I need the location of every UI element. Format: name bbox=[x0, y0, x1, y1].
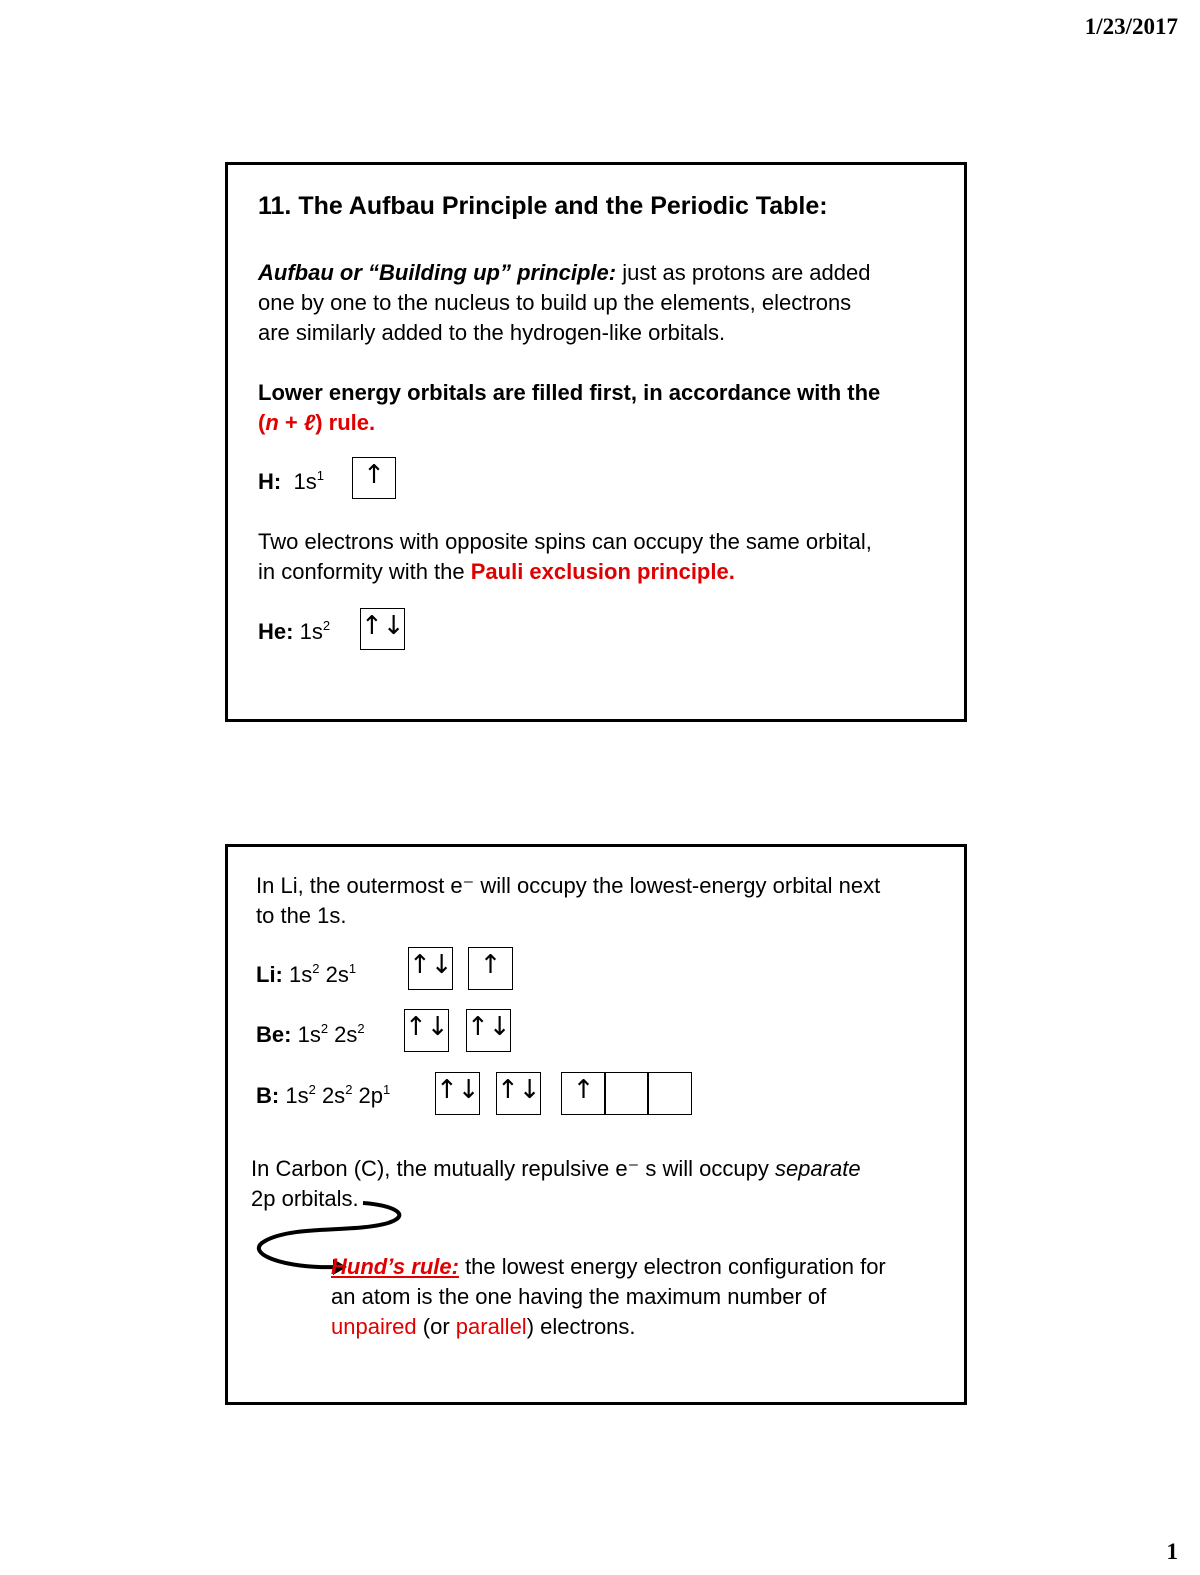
helium-orbital: 1s bbox=[299, 619, 323, 644]
rule-n: n bbox=[265, 410, 279, 435]
hydrogen-orbital: 1s bbox=[293, 469, 317, 494]
hund-line-1-text: the lowest energy electron configuration for bbox=[458, 1254, 886, 1279]
spin-pair-arrow-icon: ↑↓ bbox=[467, 1012, 511, 1042]
hunds-rule-term: Hund’s rule: bbox=[331, 1254, 459, 1279]
pauli-exclusion-term: Pauli exclusion principle. bbox=[470, 559, 735, 584]
pauli-line-2 bbox=[258, 557, 735, 587]
spin-pair-arrow-icon: ↑↓ bbox=[361, 611, 405, 641]
hund-line-2: an atom is the one having the maximum number of bbox=[331, 1284, 827, 1309]
boron-label: B: bbox=[256, 1083, 280, 1108]
spin-pair-arrow-icon: ↑↓ bbox=[405, 1012, 449, 1042]
aufbau-definition-line-2: one by one to the nucleus to build up the elements, electrons bbox=[258, 290, 852, 315]
separate-emphasis: separate bbox=[774, 1156, 861, 1181]
hydrogen-label: H: bbox=[258, 469, 282, 494]
rule-open-paren: ( bbox=[258, 410, 266, 435]
lithium-intro-line-2: to the 1s. bbox=[256, 903, 347, 928]
lower-energy-statement: Lower energy orbitals are filled first, in accordance with the bbox=[258, 380, 881, 405]
boron-1s-superscript: 2 bbox=[308, 1082, 316, 1097]
lithium-label: Li: bbox=[256, 962, 283, 987]
beryllium-1s-box bbox=[404, 1009, 449, 1052]
boron-1s-box bbox=[435, 1072, 480, 1115]
rule-close: ) rule. bbox=[315, 410, 376, 435]
lithium-1s-superscript: 2 bbox=[312, 961, 320, 976]
boron-2p-superscript: 1 bbox=[383, 1082, 391, 1097]
aufbau-definition-line-3: are similarly added to the hydrogen-like orbitals. bbox=[258, 320, 726, 345]
boron-2p-box-2 bbox=[604, 1072, 649, 1115]
lithium-intro-line-1: In Li, the outermost e⁻ will occupy the lowest-energy orbital next bbox=[256, 873, 881, 898]
boron-2s-box bbox=[496, 1072, 541, 1115]
spin-up-arrow-icon: ↑ bbox=[572, 1075, 595, 1105]
spin-up-arrow-icon: ↑ bbox=[479, 950, 502, 980]
boron-2s: 2s bbox=[315, 1083, 346, 1108]
spin-pair-arrow-icon: ↑↓ bbox=[409, 950, 453, 980]
pauli-line-2-text: in conformity with the bbox=[258, 559, 471, 584]
n-plus-l-rule bbox=[258, 408, 375, 438]
hydrogen-orbital-box bbox=[352, 457, 396, 499]
lithium-2s: 2s bbox=[319, 962, 349, 987]
beryllium-2s-box bbox=[466, 1009, 511, 1052]
spin-pair-arrow-icon: ↑↓ bbox=[436, 1075, 480, 1105]
lithium-config bbox=[256, 960, 356, 993]
hund-end-text: ) electrons. bbox=[526, 1314, 636, 1339]
page-number: 1 bbox=[1166, 1539, 1178, 1564]
boron-1s: 1s bbox=[285, 1083, 309, 1108]
helium-superscript: 2 bbox=[322, 618, 331, 633]
helium-orbital-box bbox=[360, 608, 405, 650]
slide-title: 11. The Aufbau Principle and the Periodic Table: bbox=[258, 192, 828, 220]
boron-2s-superscript: 2 bbox=[345, 1082, 353, 1097]
beryllium-2s: 2s bbox=[328, 1022, 358, 1047]
parallel-term: parallel bbox=[455, 1314, 527, 1339]
lithium-1s: 1s bbox=[289, 962, 313, 987]
beryllium-config bbox=[256, 1020, 365, 1053]
slide-aufbau-principle bbox=[225, 162, 967, 722]
aufbau-term: Aufbau or “Building up” principle: bbox=[258, 260, 617, 285]
aufbau-definition-text: just as protons are added bbox=[616, 260, 871, 285]
beryllium-1s: 1s bbox=[297, 1022, 321, 1047]
helium-label: He: bbox=[258, 619, 294, 644]
carbon-line-2: 2p orbitals. bbox=[251, 1186, 359, 1211]
boron-config bbox=[256, 1081, 390, 1114]
lithium-2s-box bbox=[468, 947, 513, 990]
lithium-1s-box bbox=[408, 947, 453, 990]
helium-config bbox=[258, 617, 330, 650]
carbon-line-1-text: In Carbon (C), the mutually repulsive e⁻ s will occupy bbox=[251, 1156, 775, 1181]
boron-2p-box-1 bbox=[561, 1072, 606, 1115]
boron-2p-box-3 bbox=[647, 1072, 692, 1115]
rule-l: ℓ bbox=[303, 410, 316, 435]
beryllium-2s-superscript: 2 bbox=[357, 1021, 365, 1036]
pauli-line-1: Two electrons with opposite spins can occupy the same orbital, bbox=[258, 529, 872, 554]
hund-line-3 bbox=[331, 1312, 636, 1342]
hydrogen-config bbox=[258, 467, 324, 500]
unpaired-term: unpaired bbox=[331, 1314, 417, 1339]
hydrogen-superscript: 1 bbox=[316, 468, 324, 483]
aufbau-definition-line-1 bbox=[258, 258, 870, 288]
spin-pair-arrow-icon: ↑↓ bbox=[497, 1075, 541, 1105]
spin-up-arrow-icon: ↑ bbox=[363, 460, 385, 490]
page-date: 1/23/2017 bbox=[1084, 14, 1178, 39]
carbon-line-1 bbox=[251, 1154, 861, 1184]
slide-electron-configurations bbox=[225, 844, 967, 1405]
hund-or-text: (or bbox=[416, 1314, 456, 1339]
beryllium-label: Be: bbox=[256, 1022, 292, 1047]
rule-plus: + bbox=[278, 410, 304, 435]
boron-2p: 2p bbox=[352, 1083, 384, 1108]
lithium-2s-superscript: 1 bbox=[348, 961, 357, 976]
hund-line-1 bbox=[331, 1252, 886, 1282]
beryllium-1s-superscript: 2 bbox=[320, 1021, 329, 1036]
